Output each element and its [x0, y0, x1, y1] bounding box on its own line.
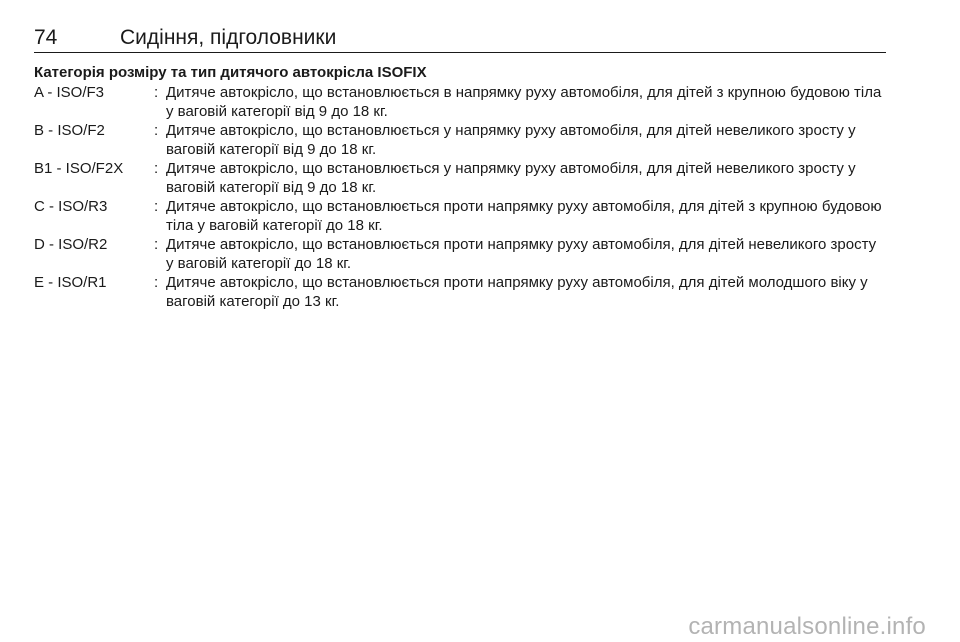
page-header: [34, 22, 886, 53]
entry-code: A - ISO/F3: [34, 84, 105, 101]
entry-description: Дитяче автокрісло, що встановлюється проти напрямку руху автомобіля, для дітей з крупною будовою тіла у ваговій категорії до 18 кг.: [166, 198, 882, 234]
entry-separator: :: [154, 84, 159, 101]
isofix-size-class-section: [34, 63, 886, 311]
isofix-entry-list: [34, 83, 886, 311]
list-item: [34, 159, 886, 197]
entry-separator: :: [154, 122, 159, 139]
entry-code: B1 - ISO/F2X: [34, 160, 124, 177]
entry-separator: :: [154, 160, 159, 177]
list-item: [34, 197, 886, 235]
entry-code: D - ISO/R2: [34, 236, 108, 253]
entry-separator: :: [154, 236, 159, 253]
entry-code: C - ISO/R3: [34, 198, 108, 215]
entry-description: Дитяче автокрісло, що встановлюється проти напрямку руху автомобіля, для дітей невеликого зросту у ваговій категорії до 18 кг.: [166, 236, 877, 272]
watermark: carmanualsonline.info: [688, 613, 926, 640]
entry-description: Дитяче автокрісло, що встановлюється у напрямку руху автомобіля, для дітей невеликого зросту у ваговій категорії від 9 до 18 кг.: [166, 160, 856, 196]
entry-code: E - ISO/R1: [34, 274, 107, 291]
chapter-title: Сидіння, підголовники: [120, 26, 337, 49]
entry-description: Дитяче автокрісло, що встановлюється проти напрямку руху автомобіля, для дітей молодшого віку у ваговій категорії до 13 кг.: [166, 274, 868, 310]
entry-separator: :: [154, 274, 159, 291]
entry-description: Дитяче автокрісло, що встановлюється в напрямку руху автомобіля, для дітей з крупною будовою тіла у ваговій категорії від 9 до 18 кг.: [166, 84, 882, 120]
list-item: [34, 83, 886, 121]
list-item: [34, 235, 886, 273]
list-item: [34, 273, 886, 311]
section-heading: Категорія розміру та тип дитячого автокрісла ISOFIX: [34, 64, 427, 81]
entry-description: Дитяче автокрісло, що встановлюється у напрямку руху автомобіля, для дітей невеликого зросту у ваговій категорії від 9 до 18 кг.: [166, 122, 856, 158]
entry-code: B - ISO/F2: [34, 122, 105, 139]
page-number: 74: [34, 26, 58, 49]
list-item: [34, 121, 886, 159]
entry-separator: :: [154, 198, 159, 215]
